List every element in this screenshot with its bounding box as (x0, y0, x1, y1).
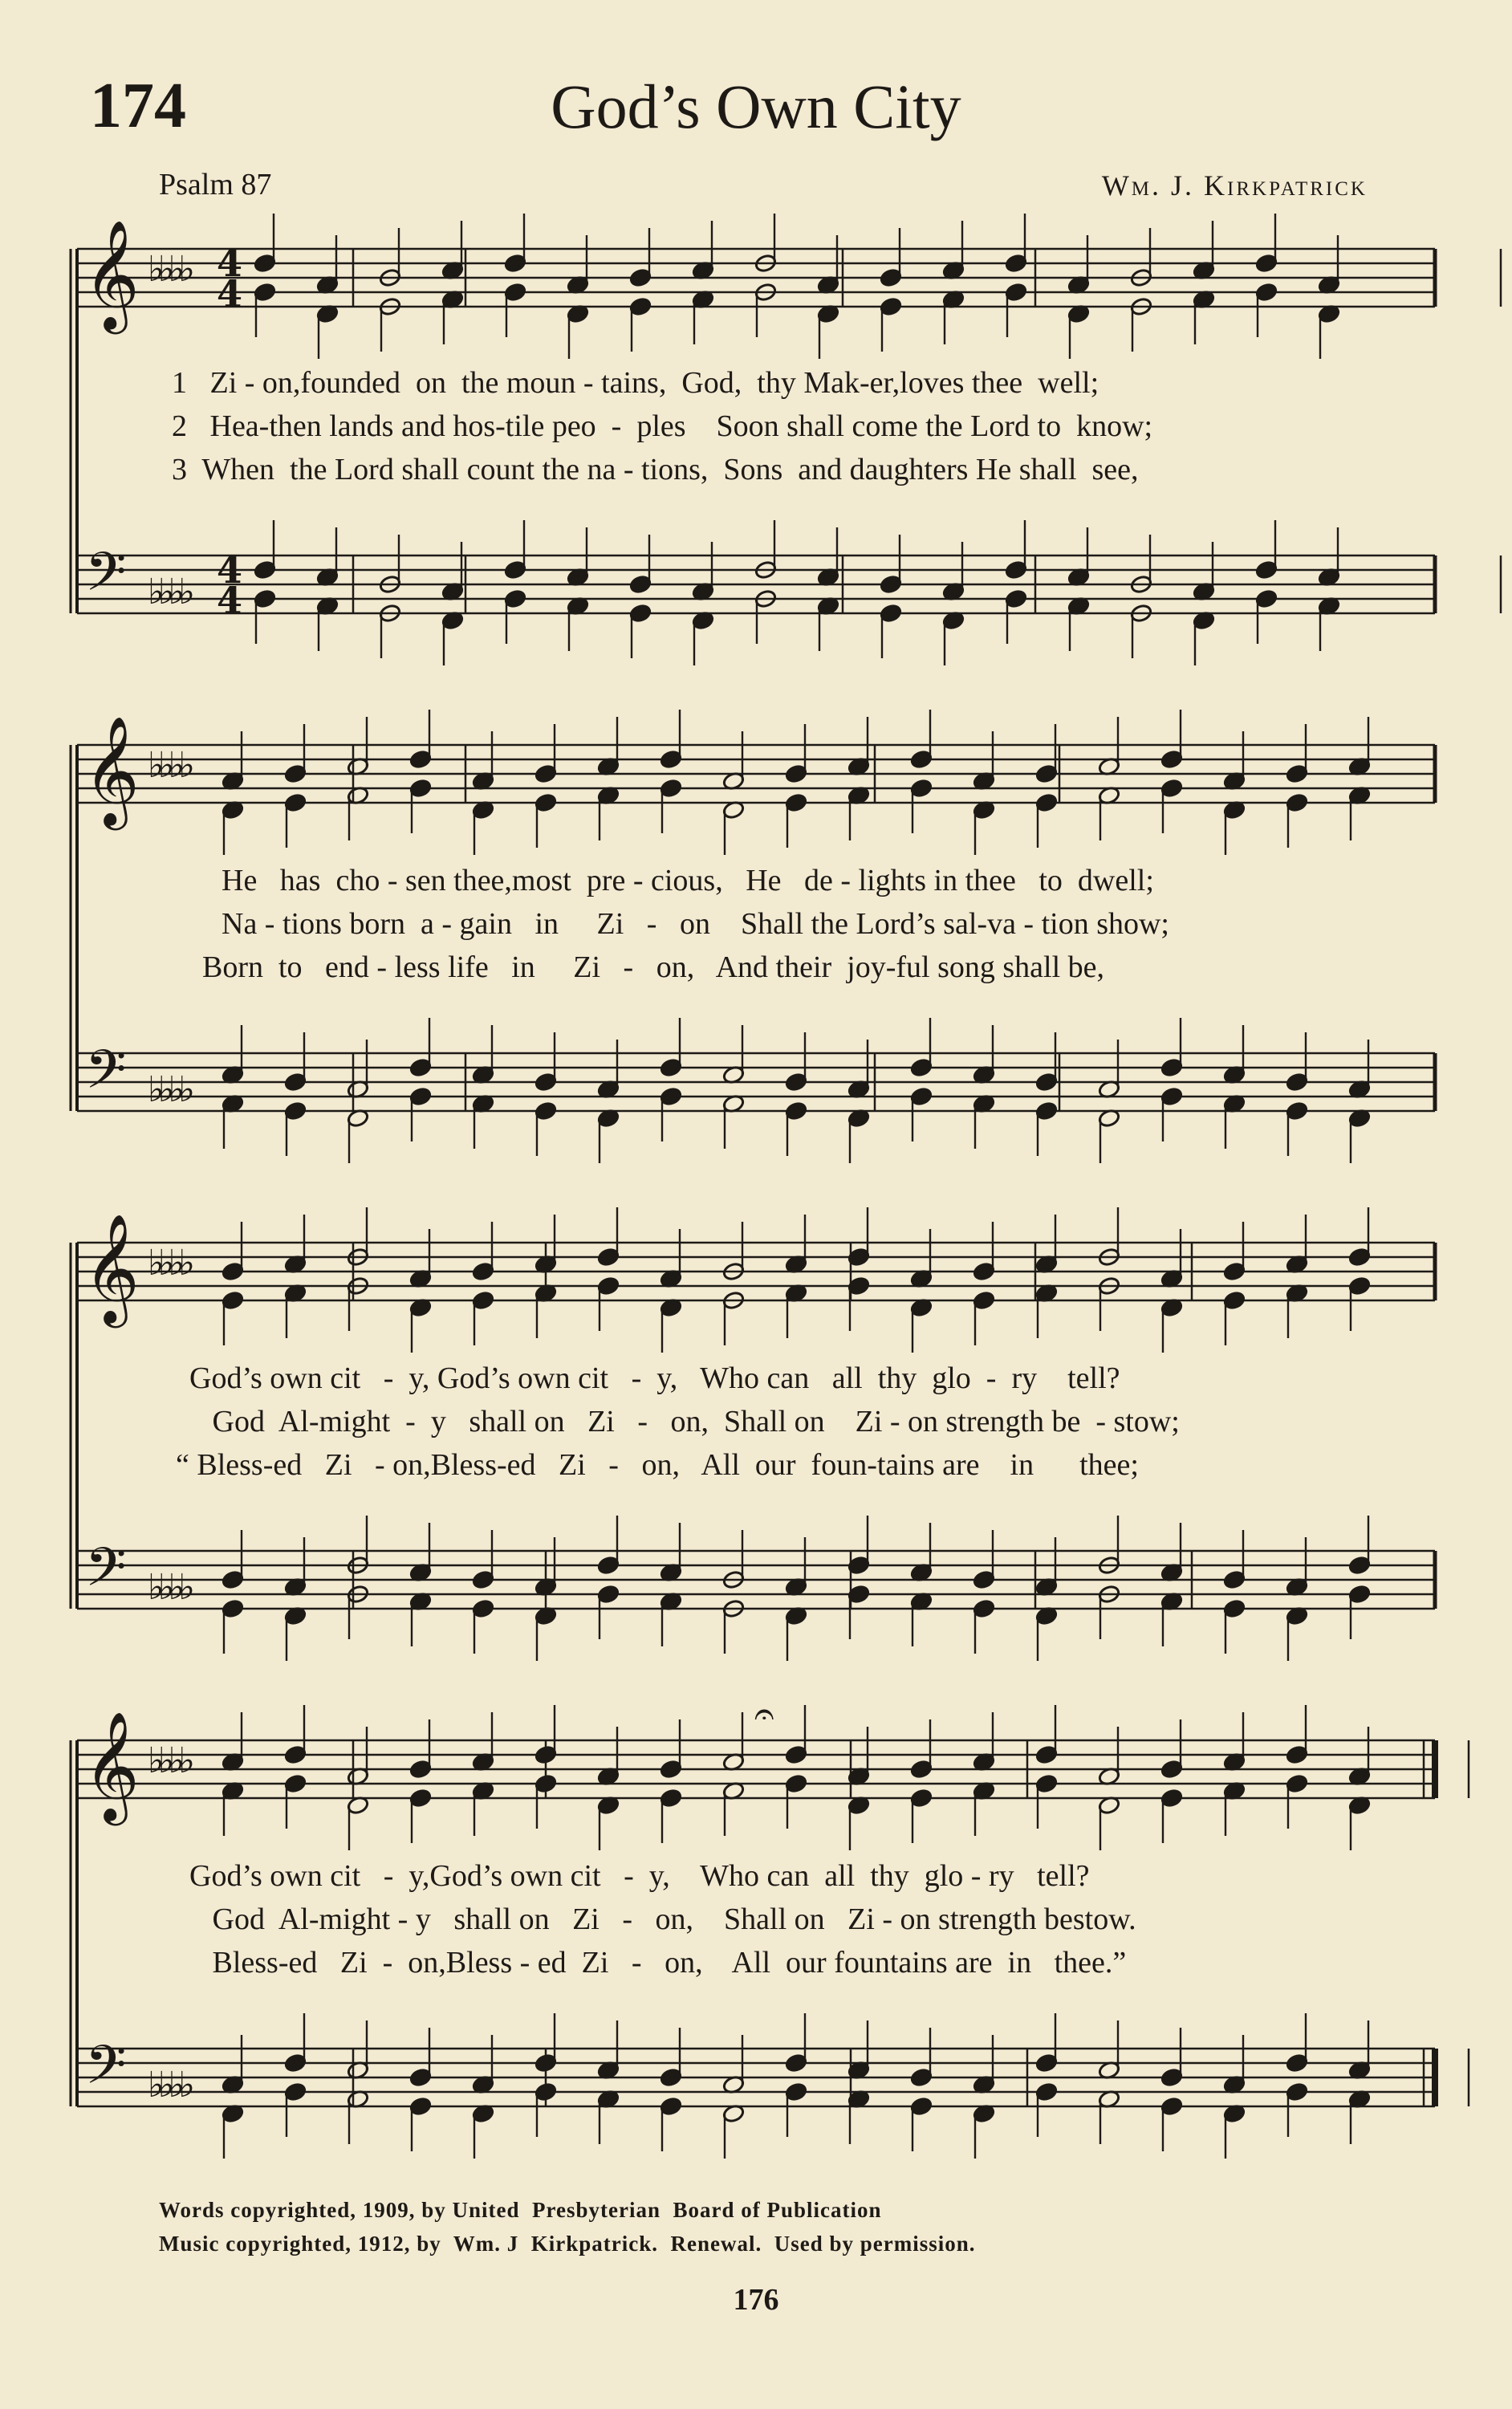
bass-key-signature: ♭♭♭♭ (148, 2065, 189, 2106)
treble-clef: 𝄞 (83, 218, 140, 329)
lyric-s4-v3: Bless-ed Zi - on,Bless - ed Zi - on, All our fountains are in thee.” (189, 1946, 1127, 1980)
bass-time-signature-top: 4 (217, 548, 243, 592)
treble-key-signature: ♭♭♭♭ (148, 1740, 189, 1781)
treble-time-signature-bottom: 4 (217, 272, 243, 315)
hymn-title: God’s Own City (551, 71, 961, 141)
bass-clef: 𝄢 (85, 1536, 127, 1611)
treble-clef: 𝄞 (83, 1212, 140, 1323)
hymn-number: 174 (90, 71, 186, 141)
treble-clef: 𝄞 (83, 714, 140, 825)
bass-key-signature: ♭♭♭♭ (148, 572, 189, 612)
bass-key-signature: ♭♭♭♭ (148, 1069, 189, 1110)
bass-time-signature-bottom: 4 (217, 579, 243, 622)
lyric-s3-v3: “ Bless-ed Zi - on,Bless-ed Zi - on, All our foun-tains are in thee; (161, 1448, 1139, 1482)
lyric-s2-v3: Born to end - less life in Zi - on, And their joy-ful song shall be, (202, 950, 1105, 984)
fermata: 𝄐 (754, 1694, 774, 1735)
words-copyright: Words copyrighted, 1909, by United Presbyterian Board of Publication (159, 2198, 882, 2222)
bass-key-signature: ♭♭♭♭ (148, 1567, 189, 1608)
lyric-s4-v1: God’s own cit - y,God’s own cit - y, Who can all thy glo - ry tell? (189, 1859, 1090, 1893)
treble-key-signature: ♭♭♭♭ (148, 1243, 189, 1284)
bass-clef: 𝄢 (85, 1039, 127, 1113)
treble-time-signature-top: 4 (217, 242, 243, 285)
composer-credit: Wm. J. Kirkpatrick (1101, 169, 1368, 201)
lyric-s2-v1: He has cho - sen thee,most pre - cious, He de - lights in thee to dwell; (222, 864, 1154, 897)
lyric-s4-v2: God Al-might - y shall on Zi - on, Shall on Zi - on strength bestow. (189, 1902, 1136, 1936)
music-copyright: Music copyrighted, 1912, by Wm. J Kirkpatrick. Renewal. Used by permission. (159, 2232, 976, 2256)
lyric-s1-v3: 3 When the Lord shall count the na - tions, Sons and daughters He shall see, (172, 453, 1139, 486)
scripture-source: Psalm 87 (159, 168, 272, 201)
bass-clef: 𝄢 (85, 2034, 127, 2109)
lyric-s3-v2: God Al-might - y shall on Zi - on, Shall on Zi - on strength be - stow; (189, 1405, 1180, 1438)
treble-key-signature: ♭♭♭♭ (148, 745, 189, 786)
treble-clef: 𝄞 (83, 1710, 140, 1821)
lyric-s1-v1: 1 Zi - on,founded on the moun - tains, God, thy Mak-er,loves thee well; (172, 366, 1099, 400)
lyric-s2-v2: Na - tions born a - gain in Zi - on Shall the Lord’s sal-va - tion show; (222, 907, 1169, 941)
treble-key-signature: ♭♭♭♭ (148, 249, 189, 290)
bass-clef: 𝄢 (85, 541, 127, 616)
lyric-s1-v2: 2 Hea-then lands and hos-tile peo - ples Soon shall come the Lord to know; (172, 409, 1153, 443)
page-number: 176 (733, 2283, 779, 2317)
lyric-s3-v1: God’s own cit - y, God’s own cit - y, Who can all thy glo - ry tell? (189, 1361, 1120, 1395)
